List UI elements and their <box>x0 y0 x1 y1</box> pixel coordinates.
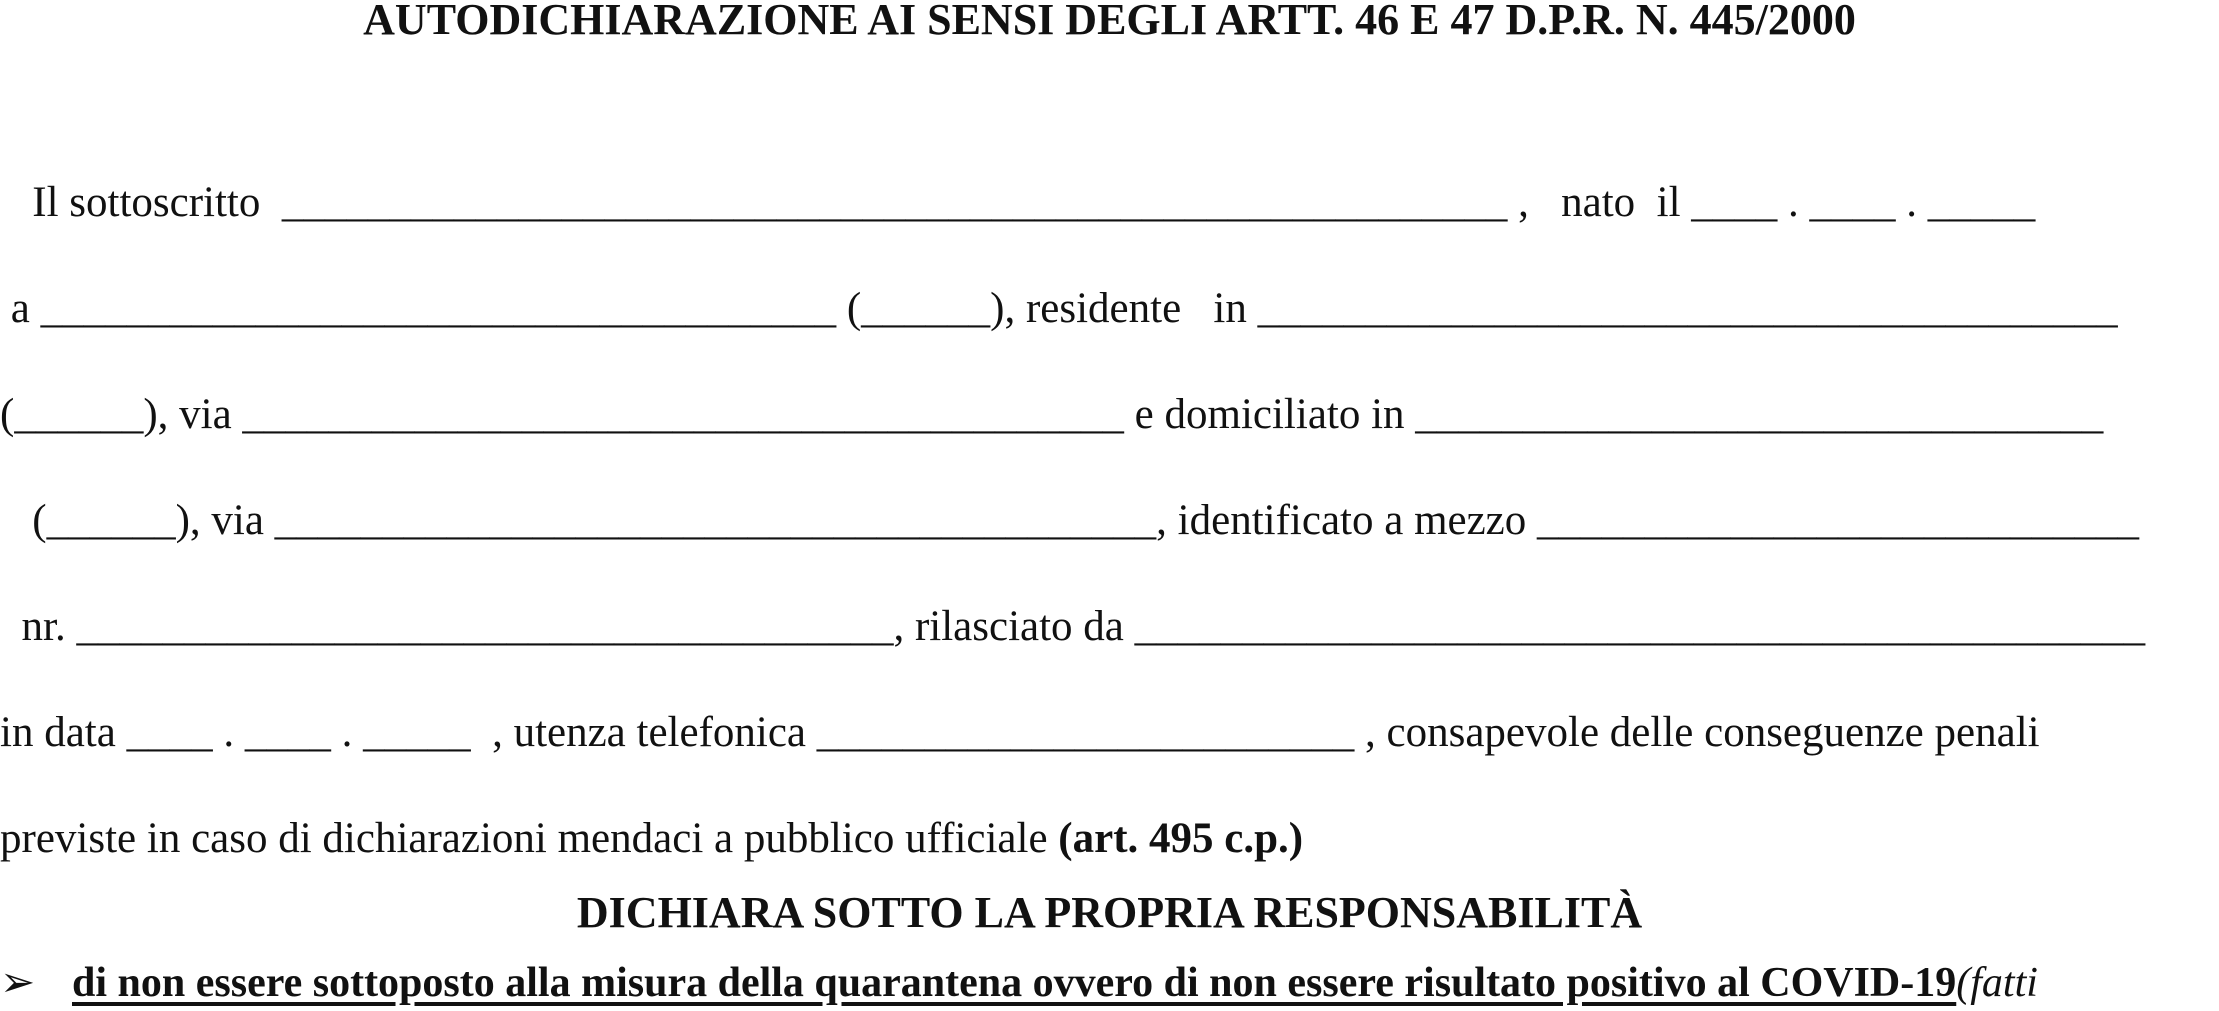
form-line-issue-date: in data ____ . ____ . _____ , utenza telefonica _________________________ , consapevole delle conseguenze penali <box>0 709 2040 756</box>
form-line-name: Il sottoscritto _________________________________________________________ , nato il ____ . ____ . _____ <box>0 179 2036 226</box>
penalties-text: previste in caso di dichiarazioni mendaci a pubblico ufficiale <box>0 815 1059 862</box>
form-line-domicile: (______), via _________________________________________, identificato a mezzo ____________________________ <box>0 497 2140 544</box>
form-line-birthplace: a _____________________________________ (______), residente in ________________________________________ <box>0 285 2118 332</box>
bullet-text: di non essere sottoposto alla misura della quarantena ovvero di non essere risultato positivo al COVID-19 <box>72 960 1957 1006</box>
form-line-penalties <box>0 813 1303 865</box>
penalties-article: (art. 495 c.p.) <box>1058 815 1304 862</box>
form-line-residence: (______), via _________________________________________ e domiciliato in ________________________________ <box>0 391 2104 438</box>
arrow-bullet-icon: ➢ <box>0 960 36 1006</box>
document-title: AUTODICHIARAZIONE AI SENSI DEGLI ARTT. 46 E 47 D.P.R. N. 445/2000 <box>363 0 1856 44</box>
form-line-document-number: nr. ______________________________________, rilasciato da _______________________________________________ <box>0 603 2146 650</box>
declaration-heading: DICHIARA SOTTO LA PROPRIA RESPONSABILITÀ <box>576 888 1643 937</box>
declaration-bullet <box>0 957 2038 1009</box>
bullet-tail: (fatti <box>1956 960 2038 1006</box>
